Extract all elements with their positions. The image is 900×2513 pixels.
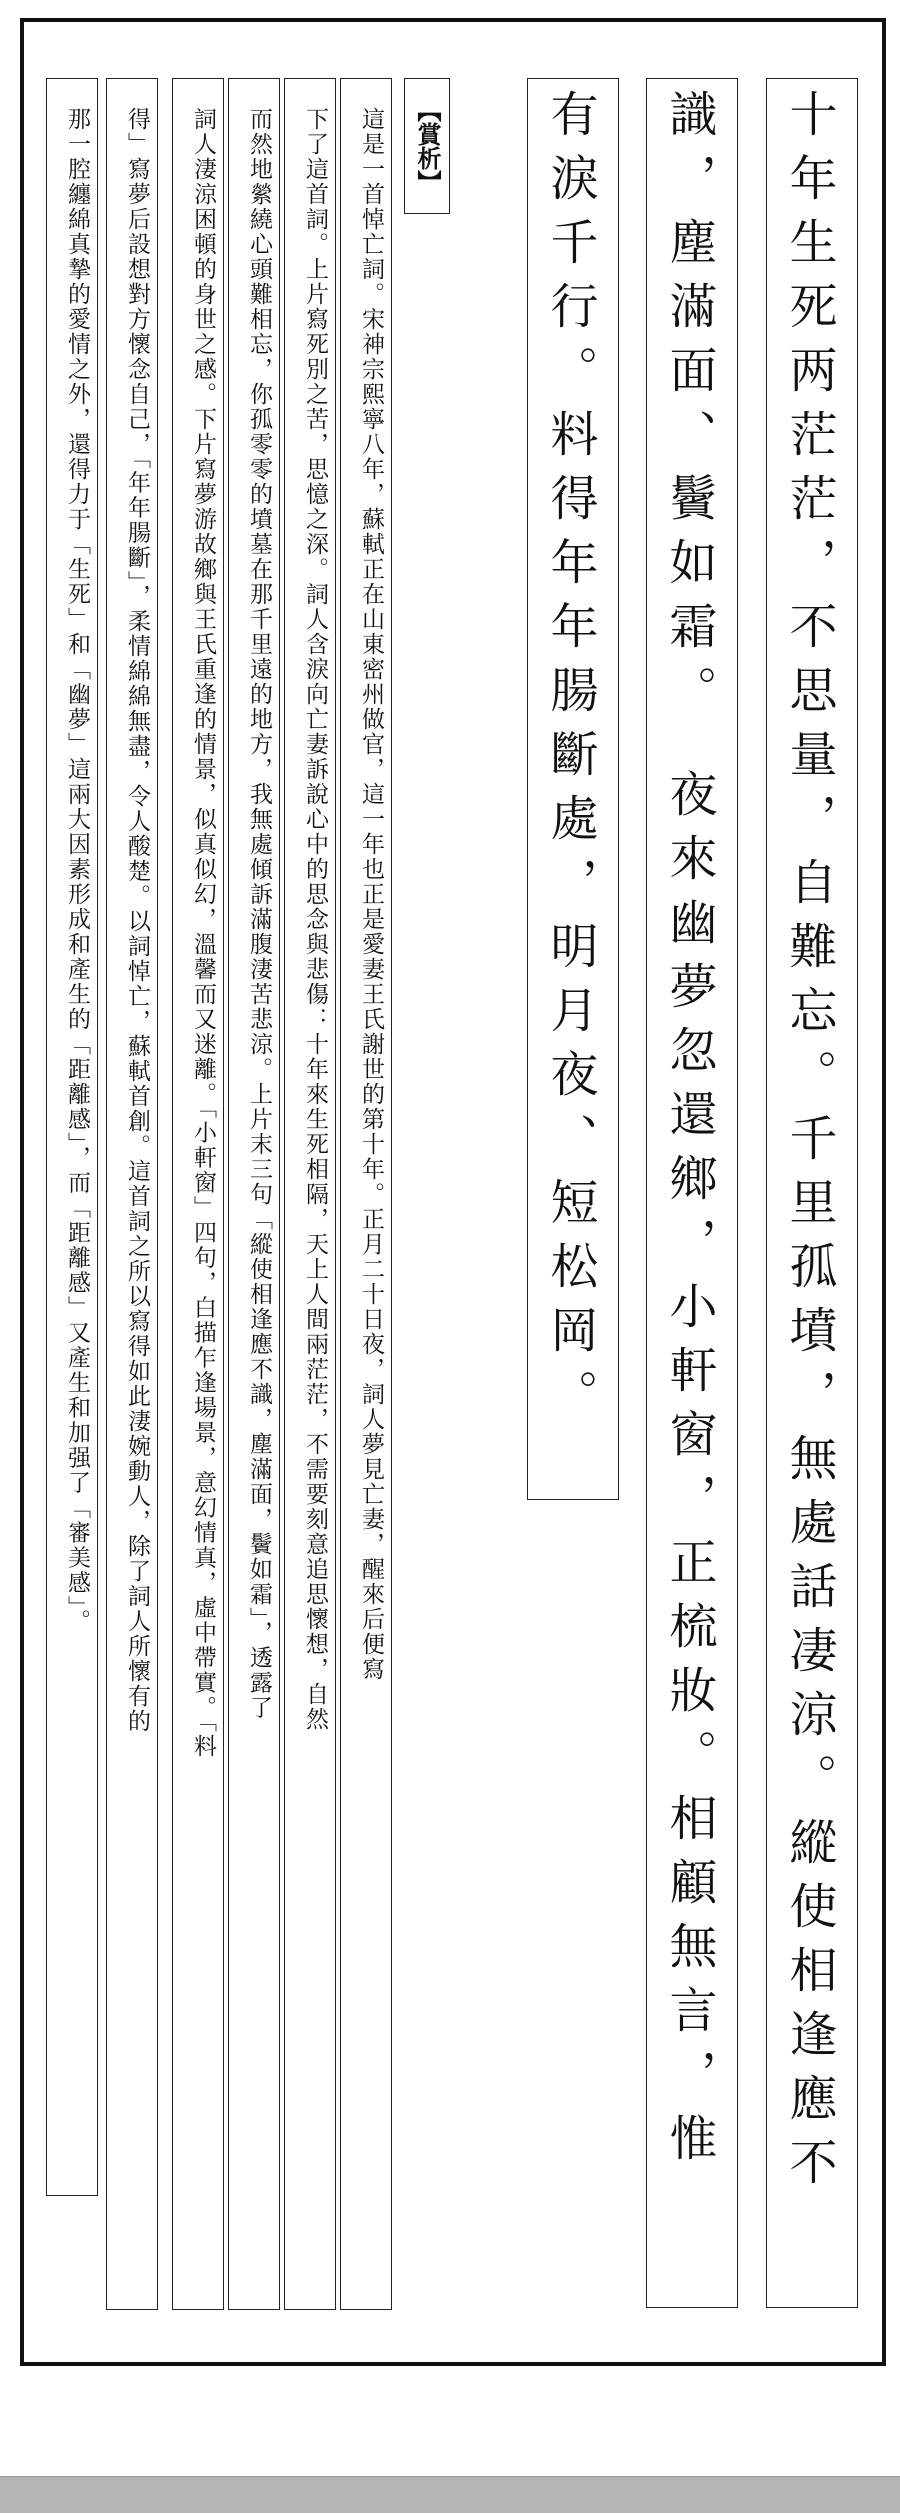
analysis-column-2: 下了這首詞。上片寫死別之苦，思憶之深。詞人含淚向亡妻訴說心中的思念與悲傷：十年來生死相隔，天上人間兩茫茫，不需要刻意追思懷想，自然 [284, 78, 336, 2310]
poem-column-3: 有淚千行。料得年年腸斷處，明月夜、短松岡。 [527, 78, 619, 1500]
status-bar [0, 2476, 900, 2513]
analysis-column-6: 那一腔纏綿真摯的愛情之外，還得力于「生死」和「幽夢」這兩大因素形成和產生的「距離感」，而「距離感」又產生和加强了「審美感」。 [46, 78, 98, 2196]
analysis-column-4: 詞人淒涼困頓的身世之感。下片寫夢游故鄉與王氏重逢的情景，似真似幻，溫馨而又迷離。「小軒窗」四句，白描乍逢場景，意幻情真，虛中帶實。「料 [172, 78, 224, 2310]
analysis-heading: 【賞析】 [404, 78, 450, 214]
analysis-column-1: 這是一首悼亡詞。宋神宗熙寧八年，蘇軾正在山東密州做官，這一年也正是愛妻王氏謝世的第十年。正月二十日夜，詞人夢見亡妻，醒來后便寫 [340, 78, 392, 2310]
analysis-column-3: 而然地縈繞心頭難相忘，你孤零零的墳墓在那千里遠的地方，我無處傾訴滿腹淒苦悲涼。上片末三句「縱使相逢應不識，塵滿面，鬢如霜」，透露了 [228, 78, 280, 2310]
analysis-column-5: 得」寫夢后設想對方懷念自己，「年年腸斷」，柔情綿綿無盡，令人酸楚。以詞悼亡，蘇軾首創。這首詞之所以寫得如此淒婉動人，除了詞人所懷有的 [106, 78, 158, 2310]
poem-column-1: 十年生死两茫茫，不思量，自難忘。千里孤墳，無處話凄涼。縱使相逢應不 [766, 78, 858, 2308]
poem-column-2: 識，塵滿面、鬢如霜。 夜來幽夢忽還鄉，小軒窗，正梳妝。相顧無言，惟 [646, 78, 738, 2308]
